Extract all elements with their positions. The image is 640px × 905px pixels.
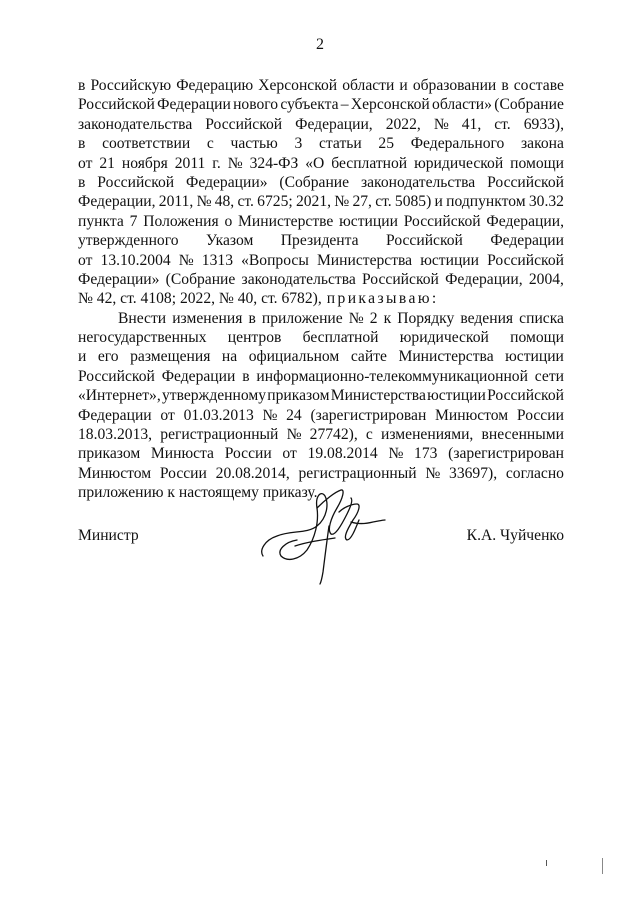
- text-line: [78, 406, 564, 425]
- word: Российской: [386, 232, 463, 250]
- word: Херсонской: [350, 96, 430, 114]
- word: ст.: [494, 115, 511, 133]
- text-line: [78, 231, 564, 250]
- word: №: [286, 426, 302, 444]
- word: и: [78, 348, 87, 366]
- word: юридической: [399, 329, 489, 347]
- word: Порядку: [397, 309, 455, 327]
- line-text: № 42, ст. 4108; 2022, № 40, ст. 6782),: [78, 290, 322, 308]
- word: законодательства: [241, 270, 356, 288]
- word: 24: [286, 406, 302, 424]
- text-line: [78, 289, 564, 308]
- word: России: [159, 464, 207, 482]
- word: ст.: [237, 193, 254, 211]
- word: области»: [432, 96, 492, 114]
- word: Положения: [143, 212, 219, 230]
- word: юстиции: [339, 212, 398, 230]
- text-line: [78, 192, 564, 211]
- word: Российской: [78, 96, 155, 114]
- word: Министерства: [316, 251, 413, 269]
- word: 2: [369, 309, 378, 327]
- word: 5085): [394, 193, 432, 211]
- word: нового: [233, 96, 279, 114]
- scan-dot-mark: [546, 860, 547, 866]
- order-word: приказываю:: [326, 290, 439, 308]
- word: приказом: [78, 445, 141, 463]
- signature-block: [78, 527, 564, 545]
- word: негосударственных: [78, 329, 207, 347]
- word: ведения: [460, 309, 514, 327]
- word: Министерства: [398, 348, 494, 366]
- word: с: [365, 426, 373, 444]
- text-line: [78, 328, 564, 347]
- word: 19.08.2014: [307, 445, 378, 463]
- text-line: [78, 425, 564, 444]
- word: утвержденному: [161, 387, 267, 405]
- word: Российской: [403, 212, 481, 230]
- word: изменениями,: [381, 426, 474, 444]
- text-line: [78, 251, 564, 270]
- word: «О: [305, 154, 325, 172]
- word: 13.10.2004: [100, 251, 171, 269]
- word: образовании: [412, 77, 497, 94]
- signer-name: К.А. Чуйченко: [466, 527, 564, 544]
- word: помощи: [510, 154, 564, 172]
- word: (зарегистрирован: [310, 406, 427, 424]
- word: изменения: [172, 309, 243, 327]
- word: (Собрание: [165, 270, 236, 288]
- word: Минюста: [150, 445, 214, 463]
- word: его: [97, 348, 119, 366]
- word: №: [196, 193, 212, 211]
- word: 21: [99, 154, 115, 172]
- word: –: [340, 96, 349, 114]
- word: (зарегистрирован: [448, 445, 564, 463]
- text-line: [78, 76, 564, 95]
- word: Российской: [78, 367, 155, 385]
- word: центров: [227, 329, 282, 347]
- word: размещения: [130, 348, 211, 366]
- word: Российской: [487, 173, 564, 191]
- word: от: [78, 154, 93, 172]
- word: приказом: [267, 387, 330, 405]
- word: к: [383, 309, 392, 327]
- word: Внести: [118, 309, 167, 327]
- word: субъекта: [280, 96, 339, 114]
- word: «Вопросы: [241, 251, 309, 269]
- word: 2022,: [385, 115, 421, 133]
- word: Федерации»: [78, 270, 160, 288]
- text-line: [78, 212, 564, 231]
- word: №: [334, 193, 350, 211]
- text-line: [78, 386, 564, 405]
- word: внесенными: [481, 426, 564, 444]
- word: 2004,: [528, 270, 564, 288]
- word: Российской: [487, 251, 564, 269]
- word: 41,: [461, 115, 482, 133]
- word: сайте: [350, 348, 387, 366]
- word: России: [224, 445, 272, 463]
- signer-title: Министр: [78, 527, 139, 544]
- word: приложение: [261, 309, 343, 327]
- paragraph-2: [78, 309, 564, 503]
- word: 2021,: [295, 193, 332, 211]
- word: 7: [129, 212, 138, 230]
- text-line: [78, 309, 564, 328]
- word: регистрационный: [298, 464, 417, 482]
- word: №: [227, 154, 243, 172]
- word: Херсонской: [258, 77, 338, 94]
- word: частью: [230, 135, 278, 153]
- word: России: [516, 406, 564, 424]
- word: составе: [513, 77, 564, 94]
- word: Министерства: [330, 387, 426, 405]
- word: в: [501, 77, 509, 94]
- word: Федерацию: [176, 77, 254, 94]
- word: на: [221, 348, 238, 366]
- text-line: [78, 115, 564, 134]
- text-line: [78, 270, 564, 289]
- word: и: [434, 193, 443, 211]
- word: (Собрание: [279, 173, 350, 191]
- word: Российскую: [90, 77, 172, 94]
- word: ноября: [121, 154, 168, 172]
- word: 33697),: [449, 464, 498, 482]
- word: Президента: [280, 232, 359, 250]
- word: соответствии: [102, 135, 191, 153]
- word: 48,: [214, 193, 235, 211]
- word: 18.03.2013,: [78, 426, 153, 444]
- word: юстиции: [420, 251, 479, 269]
- word: статьи: [319, 135, 362, 153]
- word: 324-ФЗ: [249, 154, 299, 172]
- word: Федерации: [78, 406, 152, 424]
- word: «Интернет»,: [78, 387, 161, 405]
- word: №: [178, 251, 194, 269]
- word: в: [242, 367, 250, 385]
- word: помощи: [510, 329, 564, 347]
- document-body: [78, 76, 564, 503]
- word: утвержденного: [78, 232, 179, 250]
- word: №: [262, 406, 278, 424]
- word: №: [425, 464, 441, 482]
- word: бесплатной: [302, 329, 379, 347]
- word: Федерального: [410, 135, 505, 153]
- word: Минюстом: [435, 406, 509, 424]
- word: закона: [521, 135, 564, 153]
- word: Федерации,: [78, 193, 156, 211]
- word: №: [433, 115, 449, 133]
- text-line: [78, 154, 564, 173]
- word: бесплатной: [331, 154, 408, 172]
- text-line: [78, 134, 564, 153]
- word: юстиции: [427, 387, 486, 405]
- word: законодательства: [360, 173, 476, 191]
- word: 01.03.2013: [183, 406, 254, 424]
- line-text: приложению к настоящему приказу.: [78, 484, 318, 502]
- word: в: [248, 309, 256, 327]
- word: №: [388, 445, 404, 463]
- word: Федерации,: [445, 270, 523, 288]
- text-line: [78, 347, 564, 366]
- word: 2011,: [158, 193, 194, 211]
- word: информационно-телекоммуникационной: [256, 367, 528, 385]
- word: 3: [294, 135, 303, 153]
- word: Российской: [205, 115, 283, 133]
- word: юридической: [414, 154, 504, 172]
- word: ст.: [375, 193, 392, 211]
- word: от: [160, 406, 175, 424]
- word: 6933),: [523, 115, 564, 133]
- word: и: [399, 77, 408, 94]
- word: №: [348, 309, 364, 327]
- word: списка: [519, 309, 564, 327]
- word: 6725;: [257, 193, 293, 211]
- word: 25: [378, 135, 395, 153]
- word: Министерстве: [238, 212, 334, 230]
- word: 2011: [174, 154, 206, 172]
- text-line: [78, 444, 564, 463]
- word: пункта: [78, 212, 124, 230]
- word: области: [342, 77, 395, 94]
- word: в: [78, 77, 86, 94]
- word: 20.08.2014,: [215, 464, 290, 482]
- text-line: [78, 95, 564, 114]
- word: в: [78, 173, 86, 191]
- scan-edge-mark: [602, 858, 603, 874]
- word: 30.32: [528, 193, 564, 211]
- word: от: [282, 445, 297, 463]
- word: 173: [414, 445, 438, 463]
- word: Российской: [487, 387, 564, 405]
- word: Федерации: [490, 232, 564, 250]
- word: (Собрание: [494, 96, 564, 114]
- word: официальном: [248, 348, 340, 366]
- word: 27,: [352, 193, 372, 211]
- word: Указом: [205, 232, 254, 250]
- word: в: [78, 135, 86, 153]
- word: о: [224, 212, 233, 230]
- word: Российской: [362, 270, 439, 288]
- word: Федерации»: [186, 173, 268, 191]
- word: законодательства: [78, 115, 193, 133]
- page-number: 2: [316, 36, 324, 53]
- word: юстиции: [505, 348, 564, 366]
- word: Минюстом: [78, 464, 152, 482]
- word: с: [206, 135, 214, 153]
- word: сети: [534, 367, 564, 385]
- text-line: [78, 367, 564, 386]
- word: Федерации: [157, 96, 231, 114]
- word: Федерации,: [295, 115, 373, 133]
- word: 27742),: [309, 426, 358, 444]
- word: Федерации: [161, 367, 236, 385]
- word: Федерации,: [486, 212, 564, 230]
- word: подпунктом: [446, 193, 526, 211]
- word: г.: [212, 154, 221, 172]
- word: регистрационный: [160, 426, 279, 444]
- word: согласно: [505, 464, 564, 482]
- word: Российской: [97, 173, 175, 191]
- text-line: [78, 173, 564, 192]
- word: от: [78, 251, 93, 269]
- paragraph-1: [78, 76, 564, 309]
- word: 1313: [201, 251, 233, 269]
